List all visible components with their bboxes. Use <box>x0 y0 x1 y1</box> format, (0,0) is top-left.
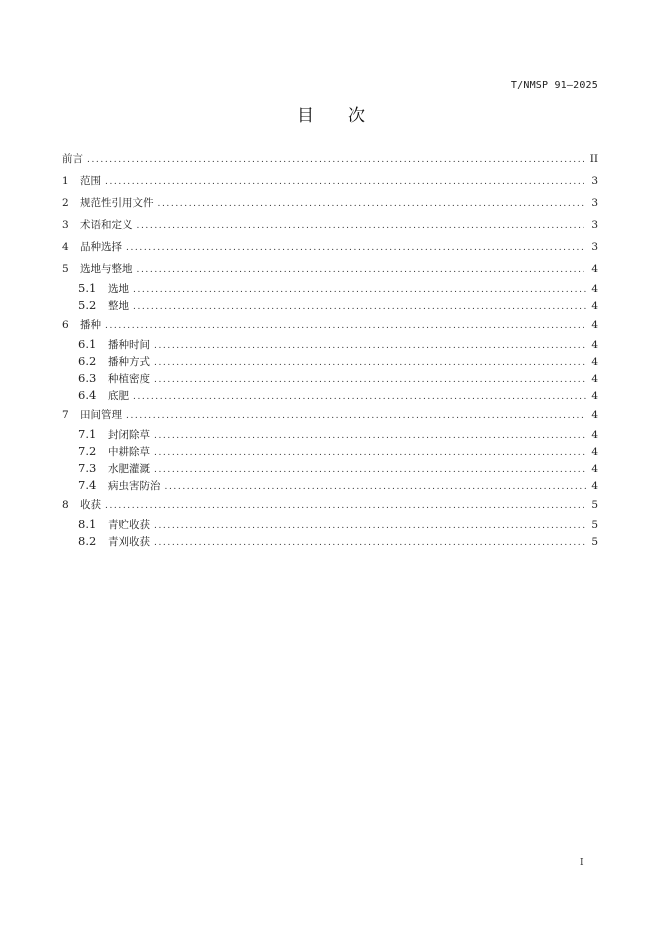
toc-dot-leader <box>158 193 585 215</box>
toc-entry-page: 5 <box>591 536 598 548</box>
toc-entry-number: 3 <box>62 219 69 231</box>
toc-entry[interactable] <box>62 314 598 336</box>
toc-entry-number: 6 <box>62 319 69 331</box>
toc-dot-leader <box>154 355 587 372</box>
toc-entry[interactable] <box>62 170 598 192</box>
toc-entry-page: 4 <box>591 390 598 402</box>
toc-subentry[interactable] <box>62 426 598 443</box>
toc-entry-number: 7 <box>62 409 69 421</box>
toc-dot-leader <box>154 462 587 479</box>
toc-entry-number: 5.2 <box>78 298 97 312</box>
toc-subentry[interactable] <box>62 370 598 387</box>
toc-dot-leader <box>105 171 584 193</box>
toc-dot-leader <box>137 259 585 281</box>
toc-subentry[interactable] <box>62 353 598 370</box>
toc-entry-label: 规范性引用文件 <box>80 197 154 209</box>
toc-subentry[interactable] <box>62 443 598 460</box>
toc-entry-page: 4 <box>591 446 598 458</box>
toc-dot-leader <box>126 237 584 259</box>
toc-entry-label: 选地与整地 <box>80 263 133 275</box>
page-number: I <box>580 858 584 868</box>
toc-entry[interactable] <box>62 214 598 236</box>
toc-entry-label: 田间管理 <box>80 409 122 421</box>
document-code: T/NMSP 91—2025 <box>510 80 598 91</box>
toc-entry[interactable] <box>62 236 598 258</box>
toc-entry-number: 5 <box>62 263 69 275</box>
toc-entry-page: II <box>589 153 598 165</box>
toc-entry-label: 前言 <box>62 153 83 165</box>
toc-entry-page: 5 <box>591 519 598 531</box>
toc-entry-page: 4 <box>591 409 598 421</box>
toc-entry-number: 6.4 <box>78 388 97 402</box>
toc-entry-label: 底肥 <box>108 390 129 402</box>
toc-entry-page: 4 <box>591 319 598 331</box>
toc-entry-page: 4 <box>591 283 598 295</box>
toc-entry-label: 收获 <box>80 499 101 511</box>
toc-subentry[interactable] <box>62 477 598 494</box>
toc-entry-page: 5 <box>591 499 598 511</box>
toc-entry-label: 水肥灌溉 <box>108 463 150 475</box>
toc-entry[interactable] <box>62 148 598 170</box>
toc-entry-number: 7.1 <box>78 427 97 441</box>
toc-entry-number: 8.2 <box>78 534 97 548</box>
toc-entry-number: 7.4 <box>78 478 97 492</box>
toc-entry-page: 4 <box>591 429 598 441</box>
toc-entry-label: 范围 <box>80 175 101 187</box>
toc-dot-leader <box>133 299 587 316</box>
toc-entry-page: 4 <box>591 263 598 275</box>
toc-entry-label: 品种选择 <box>80 241 122 253</box>
toc-subentry[interactable] <box>62 387 598 404</box>
toc-dot-leader <box>154 535 587 552</box>
toc-dot-leader <box>154 372 587 389</box>
toc-subentry[interactable] <box>62 297 598 314</box>
toc-dot-leader <box>154 445 587 462</box>
toc-entry-label: 术语和定义 <box>80 219 133 231</box>
toc-entry-number: 1 <box>62 175 69 187</box>
toc-subentry[interactable] <box>62 516 598 533</box>
toc-entry[interactable] <box>62 404 598 426</box>
toc-entry-label: 青贮收获 <box>108 519 150 531</box>
toc-subentry[interactable] <box>62 280 598 297</box>
toc-entry-label: 病虫害防治 <box>108 480 161 492</box>
toc-entry-page: 4 <box>591 356 598 368</box>
toc-entry-number: 6.1 <box>78 337 97 351</box>
toc-entry-number: 8.1 <box>78 517 97 531</box>
toc-entry-label: 中耕除草 <box>108 446 150 458</box>
toc-entry-number: 6.3 <box>78 371 97 385</box>
toc-entry-label: 播种时间 <box>108 339 150 351</box>
toc-entry-page: 4 <box>591 463 598 475</box>
toc-entry-number: 7.2 <box>78 444 97 458</box>
toc-entry-number: 8 <box>62 499 69 511</box>
toc-entry[interactable] <box>62 258 598 280</box>
toc-entry-page: 4 <box>591 373 598 385</box>
toc-entry-page: 3 <box>591 241 598 253</box>
toc-entry-label: 种植密度 <box>108 373 150 385</box>
toc-dot-leader <box>154 518 587 535</box>
toc-entry-label: 选地 <box>108 283 129 295</box>
toc-entry-page: 4 <box>591 480 598 492</box>
table-of-contents <box>62 148 598 550</box>
toc-dot-leader <box>154 338 587 355</box>
toc-entry-page: 3 <box>591 175 598 187</box>
toc-entry-label: 播种 <box>80 319 101 331</box>
toc-entry-page: 4 <box>591 339 598 351</box>
toc-dot-leader <box>105 315 584 337</box>
toc-dot-leader <box>165 479 588 496</box>
toc-entry-number: 5.1 <box>78 281 97 295</box>
toc-entry-label: 封闭除草 <box>108 429 150 441</box>
toc-dot-leader <box>133 389 587 406</box>
toc-entry-label: 青刈收获 <box>108 536 150 548</box>
toc-dot-leader <box>126 405 584 427</box>
toc-entry-number: 7.3 <box>78 461 97 475</box>
toc-entry-page: 4 <box>591 300 598 312</box>
toc-subentry[interactable] <box>62 533 598 550</box>
toc-subentry[interactable] <box>62 460 598 477</box>
toc-entry-label: 播种方式 <box>108 356 150 368</box>
toc-entry[interactable] <box>62 494 598 516</box>
page-title: 目次 <box>297 106 399 126</box>
toc-entry-number: 6.2 <box>78 354 97 368</box>
toc-dot-leader <box>154 428 587 445</box>
toc-entry-label: 整地 <box>108 300 129 312</box>
toc-dot-leader <box>137 215 585 237</box>
toc-dot-leader <box>105 495 584 517</box>
toc-entry-number: 2 <box>62 197 69 209</box>
toc-dot-leader <box>87 149 584 171</box>
toc-entry-page: 3 <box>591 197 598 209</box>
toc-entry-page: 3 <box>591 219 598 231</box>
toc-subentry[interactable] <box>62 336 598 353</box>
toc-entry-number: 4 <box>62 241 69 253</box>
toc-dot-leader <box>133 282 587 299</box>
toc-entry[interactable] <box>62 192 598 214</box>
